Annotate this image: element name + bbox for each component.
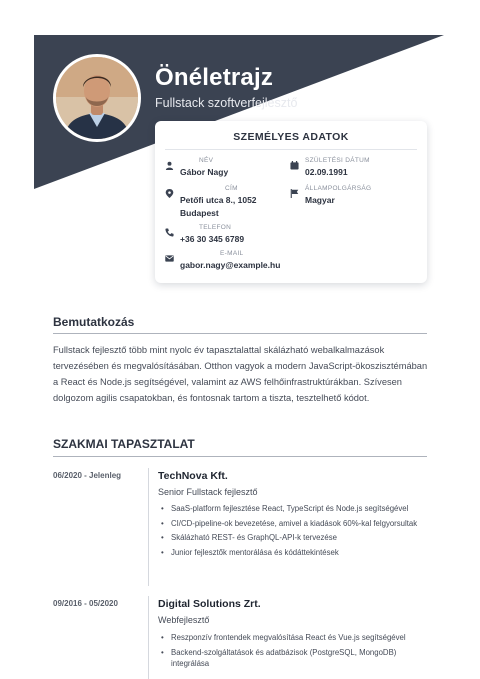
intro-text: Fullstack fejlesztő több mint nyolc év tapasztalattal skálázható webalkalmazások tervezésében és megvalósításában. Otthon vagyok a modern JavaScript-ökoszisztémában a React és Node.js segítségével, valamint az AWS felhőinfrastruktúrákban. Szívesen dolgozom agilis csapatokban, és fontosnak tartom a tiszta, tesztelhető kódot. bbox=[53, 345, 428, 403]
location-pin-icon bbox=[165, 189, 174, 198]
portrait-image bbox=[56, 57, 138, 139]
experience-company: TechNova Kft. bbox=[158, 470, 228, 482]
experience-date: 06/2020 - Jelenleg bbox=[53, 471, 122, 480]
person-icon bbox=[165, 161, 174, 170]
birth-label: SZÜLETÉSI DÁTUM bbox=[305, 157, 370, 164]
email-field bbox=[165, 250, 315, 274]
list-item: • Reszponzív frontendek megvalósítása React és Vue.js segítségével bbox=[158, 632, 418, 644]
address-label: CÍM bbox=[225, 185, 238, 192]
personal-data-heading: SZEMÉLYES ADATOK bbox=[233, 131, 349, 143]
experience-role: Webfejlesztő bbox=[158, 615, 210, 625]
experience-duties bbox=[158, 632, 418, 673]
card-divider bbox=[165, 149, 417, 150]
name-field bbox=[165, 157, 285, 181]
address-field bbox=[165, 185, 285, 221]
list-item: • Skálázható REST- és GraphQL-API-k tervezése bbox=[158, 532, 418, 544]
list-item: • Backend-szolgáltatások és adatbázisok (PostgreSQL, MongoDB) integrálása bbox=[158, 647, 418, 670]
address-line2: Budapest bbox=[180, 208, 219, 218]
page-subtitle: Fullstack szoftverfejlesztő bbox=[155, 96, 298, 110]
citizenship-label: ÁLLAMPOLGÁRSÁG bbox=[305, 185, 372, 192]
experience-heading: SZAKMAI TAPASZTALAT bbox=[53, 437, 195, 451]
experience-divider bbox=[53, 456, 427, 457]
page-title: Önéletrajz bbox=[155, 64, 274, 91]
citizenship-value: Magyar bbox=[305, 195, 335, 205]
name-value: Gábor Nagy bbox=[180, 167, 229, 177]
email-label: E-MAIL bbox=[220, 250, 244, 257]
phone-field bbox=[165, 224, 285, 248]
experience-duties bbox=[158, 503, 418, 561]
list-item: • SaaS-platform fejlesztése React, TypeScript és Node.js segítségével bbox=[158, 503, 418, 515]
experience-role: Senior Fullstack fejlesztő bbox=[158, 487, 258, 497]
intro-heading: Bemutatkozás bbox=[53, 315, 135, 329]
calendar-icon bbox=[290, 161, 299, 170]
email-value: gabor.nagy@example.hu bbox=[180, 260, 281, 270]
phone-value: +36 30 345 6789 bbox=[180, 234, 245, 244]
experience-company: Digital Solutions Zrt. bbox=[158, 598, 261, 610]
phone-icon bbox=[165, 228, 174, 237]
name-label: NÉV bbox=[199, 157, 214, 164]
personal-data-card bbox=[155, 121, 427, 283]
list-item: • Junior fejlesztők mentorálása és kódáttekintések bbox=[158, 547, 418, 559]
address-line1: Petőfi utca 8., 1052 bbox=[180, 195, 257, 205]
birth-field bbox=[290, 157, 420, 181]
intro-divider bbox=[53, 333, 427, 334]
experience-date: 09/2016 - 05/2020 bbox=[53, 599, 118, 608]
flag-icon bbox=[290, 189, 299, 198]
phone-label: TELEFON bbox=[199, 224, 232, 231]
timeline-line bbox=[148, 468, 149, 586]
list-item: • CI/CD-pipeline-ok bevezetése, amivel a kiadások 60%-kal felgyorsultak bbox=[158, 518, 418, 530]
avatar bbox=[53, 54, 141, 142]
envelope-icon bbox=[165, 254, 174, 263]
citizenship-field bbox=[290, 185, 420, 209]
timeline-line bbox=[148, 596, 149, 679]
birth-value: 02.09.1991 bbox=[305, 167, 348, 177]
